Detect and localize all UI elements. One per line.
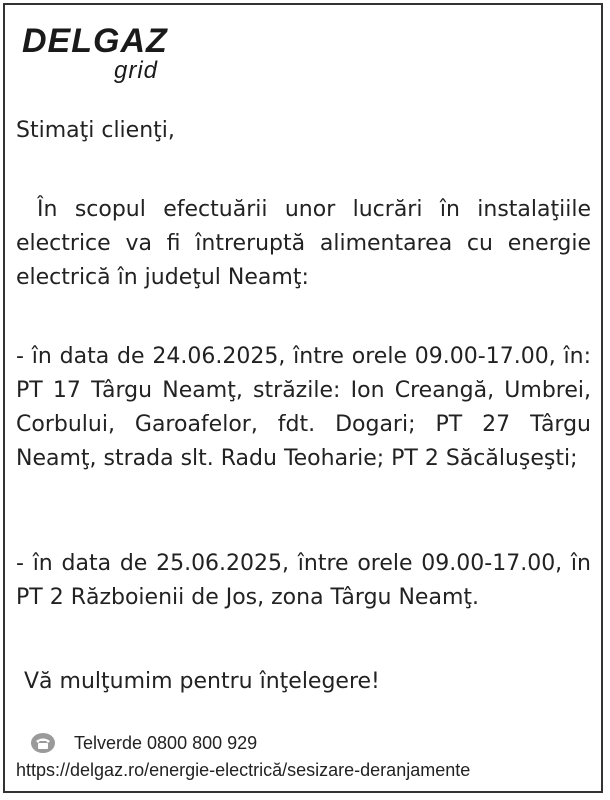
logo-sub: grid [114,57,159,84]
logo-brand: DELGAZ [22,22,168,60]
intro-paragraph: În scopul efectuării unor lucrări în instalaţiile electrice va fi întreruptă alimentarea cu energie electrică în judeţul Neamţ: [16,197,591,290]
outage-item-1: - în data de 24.06.2025, între orele 09.00-17.00, în: PT 17 Târgu Neamţ, străzile: Ion Creangă, Umbrei, Corbului, Garoafelor, fdt. Dogari; PT 27 Târgu Neamţ, strada slt. Radu Teoharie; PT 2 Săcăluşeşti; [16,344,591,471]
greeting: Stimaţi clienţi, [16,118,175,143]
thanks-text: Vă mulţumim pentru înţelegere! [24,669,380,694]
phone-icon [30,732,56,754]
delgaz-logo [22,24,168,84]
phone-row [30,732,257,754]
phone-number: Telverde 0800 800 929 [74,732,258,753]
report-url[interactable]: https://delgaz.ro/energie-electrică/sesizare-deranjamente [16,760,471,780]
outage-item-2: - în data de 25.06.2025, între orele 09.00-17.00, în PT 2 Războienii de Jos, zona Târgu Neamţ. [16,551,591,610]
